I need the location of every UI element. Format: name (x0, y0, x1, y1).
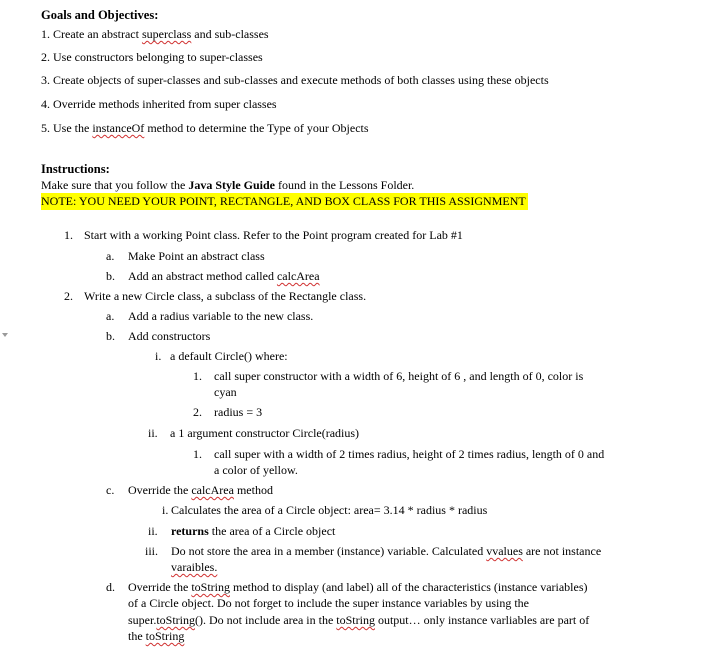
step-2-number: 2. (64, 289, 73, 303)
step-2b-ii-1-line1: call super with a width of 2 times radius, height of 2 times radius, length of 0 and (214, 447, 605, 461)
step-2b-ii-1-number: 1. (193, 447, 202, 461)
step-2d-line4: the toString (128, 629, 185, 643)
instructions-heading: Instructions: (41, 162, 110, 176)
step-2b-i-1-line1: call super constructor with a width of 6, height of 6 , and length of 0, color is (214, 369, 584, 383)
step-2b-ii-number: ii. (148, 426, 158, 440)
step-2c-i-number: i. (162, 503, 169, 517)
step-1-text: Start with a working Point class. Refer to the Point program created for Lab #1 (84, 228, 463, 242)
step-2b-i-2-text: radius = 3 (214, 405, 263, 419)
goal-item-5: 5. Use the instanceOf method to determine the Type of your Objects (41, 121, 369, 135)
instructions-line: Make sure that you follow the Java Style Guide found in the Lessons Folder. (41, 178, 415, 192)
step-1a-number: a. (106, 249, 115, 263)
step-2b-number: b. (106, 329, 115, 343)
step-2b-i-1-number: 1. (193, 369, 202, 383)
step-2b-ii-text: a 1 argument constructor Circle(radius) (170, 426, 360, 440)
step-2d-line1: Override the toString method to display (and label) all of the characteristics (instance variables) (128, 580, 588, 594)
step-2b-ii-1-line2: a color of yellow. (214, 463, 298, 477)
step-1a-text: Make Point an abstract class (128, 249, 265, 263)
step-2a-number: a. (106, 309, 115, 323)
step-2c-i-text: Calculates the area of a Circle object: area= 3.14 * radius * radius (171, 503, 488, 517)
margin-arrow-icon (2, 333, 8, 337)
step-2c-ii-number: ii. (148, 524, 158, 538)
goals-heading: Goals and Objectives: (41, 8, 159, 22)
step-2b-i-2-number: 2. (193, 405, 202, 419)
step-2c-number: c. (106, 483, 115, 497)
step-2c-iii-number: iii. (145, 544, 159, 558)
goal-item-1: 1. Create an abstract superclass and sub-classes (41, 27, 269, 41)
step-1-number: 1. (64, 228, 73, 242)
goal-item-4: 4. Override methods inherited from super classes (41, 97, 277, 111)
step-2b-text: Add constructors (128, 329, 211, 343)
step-2b-i-text: a default Circle() where: (170, 349, 288, 363)
note-highlight: NOTE: YOU NEED YOUR POINT, RECTANGLE, AND BOX CLASS FOR THIS ASSIGNMENT (41, 194, 526, 208)
step-2c-ii-text: returns the area of a Circle object (171, 524, 336, 538)
step-2d-line3: super.toString(). Do not include area in the toString output… only instance varliables are part of (128, 613, 590, 627)
step-2b-i-number: i. (155, 349, 162, 363)
step-1b-number: b. (106, 269, 115, 283)
step-1b-text: Add an abstract method called calcArea (128, 269, 320, 283)
step-2c-text: Override the calcArea method (128, 483, 273, 497)
step-2-text: Write a new Circle class, a subclass of the Rectangle class. (84, 289, 367, 303)
step-2b-i-1-line2: cyan (214, 385, 237, 399)
step-2c-iii-line1: Do not store the area in a member (instance) variable. Calculated vvalues are not instance (171, 544, 602, 558)
step-2d-line2: of a Circle object. Do not forget to include the super instance variables by using the (128, 596, 529, 610)
step-2c-iii-line2: varaibles. (171, 560, 218, 574)
step-2a-text: Add a radius variable to the new class. (128, 309, 314, 323)
goal-item-2: 2. Use constructors belonging to super-classes (41, 50, 263, 64)
goal-item-3: 3. Create objects of super-classes and sub-classes and execute methods of both classes using these objects (41, 73, 549, 87)
step-2d-number: d. (106, 580, 115, 594)
